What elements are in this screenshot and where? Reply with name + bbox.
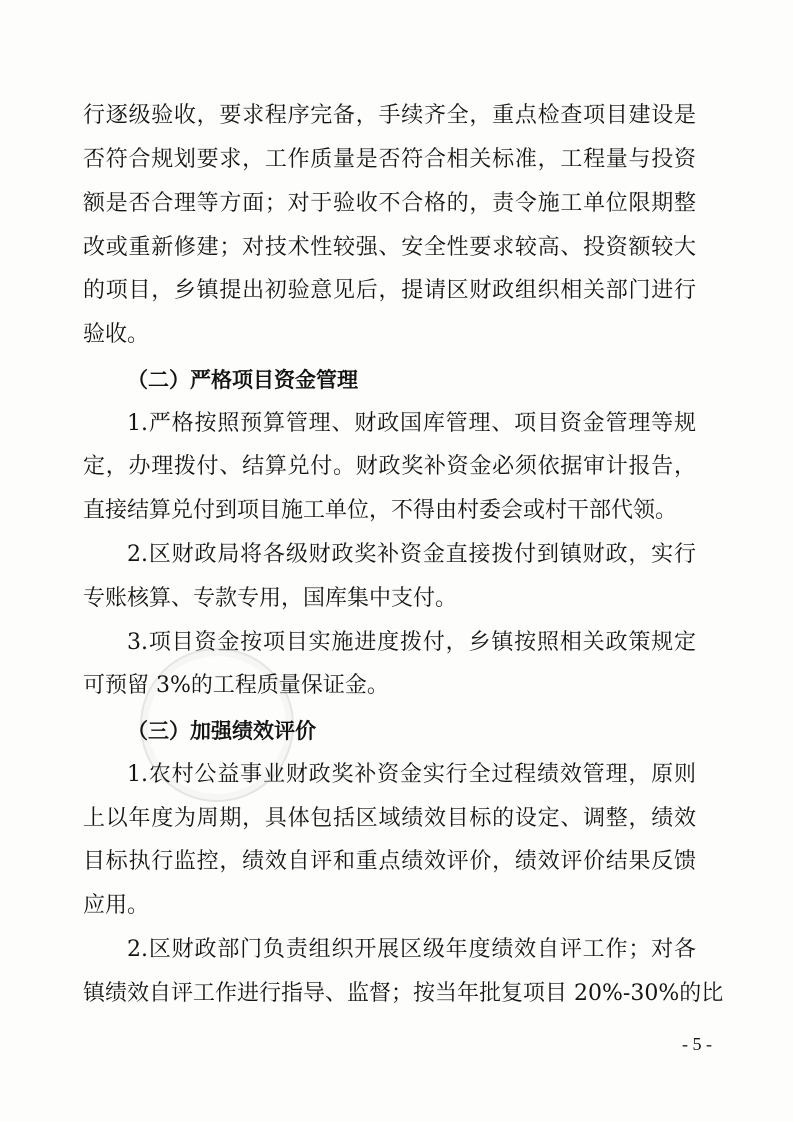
body-line-1: 行逐级验收，要求程序完备，手续齐全，重点检查项目建设是	[83, 103, 696, 128]
body-line-10: 直接结算兑付到项目施工单位，不得由村委会或村干部代领。	[83, 498, 678, 523]
section-heading-3: （三）加强绩效评价	[127, 719, 316, 743]
body-line-6: 验收。	[83, 322, 150, 347]
body-line-9: 定，办理拨付、结算兑付。财政奖补资金必须依据审计报告，	[83, 454, 696, 479]
body-line-11: 2.区财政局将各级财政奖补资金直接拨付到镇财政，实行	[127, 542, 696, 567]
body-line-2: 否符合规划要求，工作质量是否符合相关标准，工程量与投资	[83, 147, 696, 172]
body-line-17: 上以年度为周期，具体包括区域绩效目标的设定、调整，绩效	[83, 806, 696, 831]
body-line-5: 的项目，乡镇提出初验意见后，提请区财政组织相关部门进行	[83, 278, 696, 303]
body-line-3: 额是否合理等方面；对于验收不合格的，责令施工单位限期整	[83, 191, 696, 216]
body-line-19: 应用。	[83, 893, 150, 918]
body-line-4: 改或重新修建；对技术性较强、安全性要求较高、投资额较大	[83, 235, 696, 260]
body-line-21: 镇绩效自评工作进行指导、监督；按当年批复项目 20%-30%的比	[83, 981, 724, 1006]
body-line-8: 1.严格按照预算管理、财政国库管理、项目资金管理等规	[127, 411, 696, 436]
body-line-20: 2.区财政部门负责组织开展区级年度绩效自评工作；对各	[127, 937, 696, 962]
body-line-18: 目标执行监控，绩效自评和重点绩效评价，绩效评价结果反馈	[83, 849, 696, 874]
body-line-13: 3.项目资金按项目实施进度拨付，乡镇按照相关政策规定	[127, 630, 696, 655]
section-heading-2: （二）严格项目资金管理	[127, 368, 358, 392]
body-line-14: 可预留 3%的工程质量保证金。	[83, 673, 389, 698]
body-line-16: 1.农村公益事业财政奖补资金实行全过程绩效管理，原则	[127, 762, 696, 787]
page-number: - 5 -	[682, 1034, 712, 1054]
body-line-12: 专账核算、专款专用，国库集中支付。	[83, 586, 458, 611]
